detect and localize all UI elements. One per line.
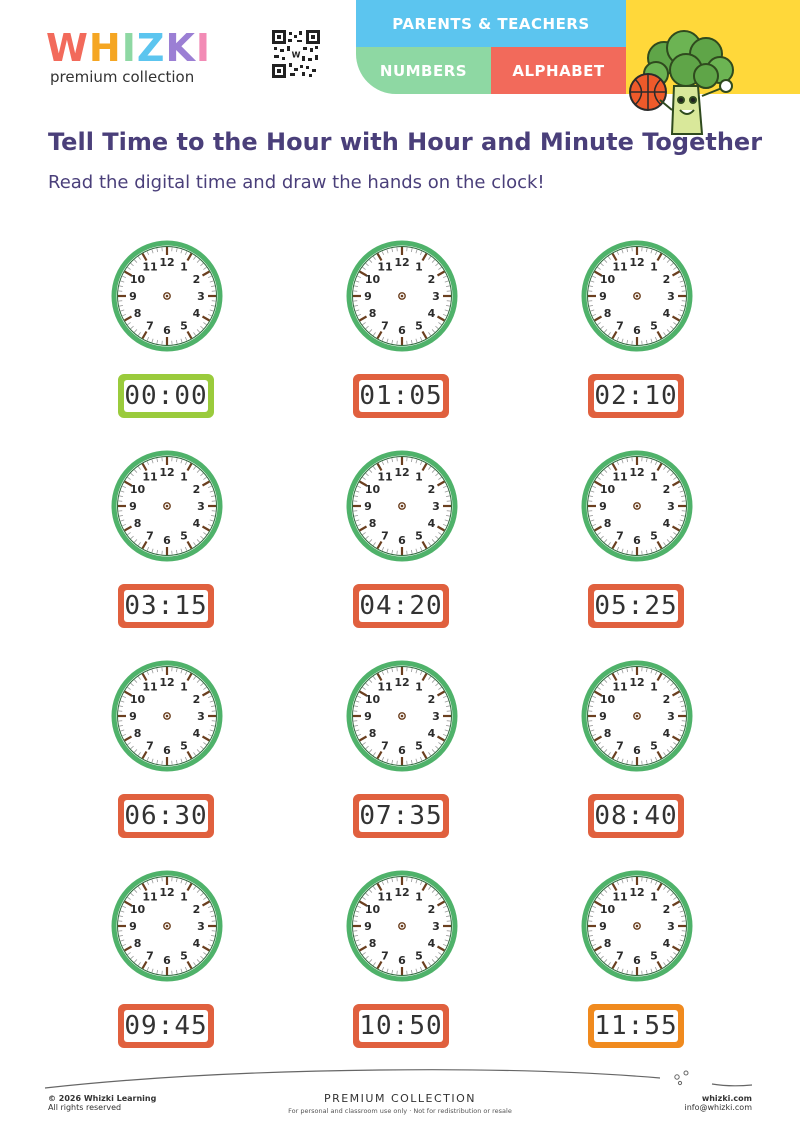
clock-number: 12 — [394, 886, 410, 899]
clock-number: 3 — [432, 290, 440, 303]
clock-number: 10 — [129, 903, 146, 916]
clock-number: 12 — [159, 466, 175, 479]
digital-time-display — [118, 584, 214, 628]
digital-screen — [124, 1010, 208, 1042]
analog-clock-face[interactable] — [344, 238, 460, 354]
clock-number: 7 — [381, 949, 389, 963]
clock-number: 1 — [415, 680, 423, 694]
digital-time-display — [588, 1004, 684, 1048]
clock-number: 10 — [129, 483, 146, 496]
logo-letter: W — [46, 26, 89, 70]
clock-number: 4 — [192, 937, 201, 950]
clock-center-dot — [401, 925, 404, 928]
clock-number: 4 — [427, 937, 436, 950]
clock-number: 9 — [129, 710, 137, 723]
clock-number: 12 — [629, 676, 645, 689]
clock-number: 1 — [415, 260, 423, 274]
clock-number: 12 — [159, 886, 175, 899]
footer-center — [250, 1092, 550, 1115]
analog-clock-face[interactable] — [579, 448, 695, 564]
clock-number: 3 — [667, 710, 675, 723]
digital-screen — [594, 380, 678, 412]
clock-number: 3 — [197, 500, 205, 513]
clock-number: 3 — [667, 290, 675, 303]
clock-number: 7 — [146, 949, 154, 963]
digital-time-display — [588, 794, 684, 838]
clock-number: 5 — [415, 739, 423, 753]
clock-number: 12 — [629, 256, 645, 269]
clock-number: 1 — [180, 890, 188, 904]
clock-number: 4 — [662, 307, 671, 320]
clock-number: 4 — [427, 307, 436, 320]
clock-number: 8 — [603, 727, 612, 740]
clock-number: 2 — [662, 483, 671, 496]
clock-number: 8 — [603, 517, 612, 530]
clock-number: 9 — [364, 290, 372, 303]
clock-number: 11 — [142, 470, 158, 484]
clock-number: 6 — [163, 744, 171, 757]
digital-screen — [124, 380, 208, 412]
clock-number: 11 — [612, 680, 628, 694]
logo-letter: I — [195, 26, 212, 70]
clock-center-dot — [166, 925, 169, 928]
clock-number: 4 — [192, 307, 201, 320]
clock-number: 11 — [377, 680, 393, 694]
analog-clock-face[interactable] — [109, 448, 225, 564]
worksheet-instructions: Read the digital time and draw the hands on the clock! — [48, 172, 545, 193]
clock-number: 10 — [129, 273, 146, 286]
clock-number: 2 — [192, 483, 201, 496]
analog-clock-face[interactable] — [579, 238, 695, 354]
rights-text: All rights reserved — [48, 1103, 122, 1112]
clock-number: 5 — [415, 529, 423, 543]
analog-clock-face[interactable] — [109, 658, 225, 774]
clock-number: 3 — [197, 920, 205, 933]
analog-clock-face[interactable] — [344, 658, 460, 774]
clock-number: 11 — [142, 890, 158, 904]
clock-number: 3 — [667, 920, 675, 933]
clock-center-dot — [166, 715, 169, 718]
logo-subtitle: premium collection — [50, 68, 195, 86]
clock-number: 3 — [197, 290, 205, 303]
clock-number: 3 — [197, 710, 205, 723]
clock-number: 5 — [180, 529, 188, 543]
analog-clock-face[interactable] — [579, 658, 695, 774]
clock-number: 8 — [133, 517, 142, 530]
digital-screen — [359, 380, 443, 412]
copyright-text: © 2026 Whizki Learning — [48, 1094, 157, 1103]
digital-time-display — [353, 374, 449, 418]
clock-number: 5 — [650, 319, 658, 333]
clock-number: 10 — [364, 693, 381, 706]
clock-number: 6 — [398, 954, 406, 967]
digital-screen — [124, 590, 208, 622]
digital-time-text: 02:10 — [594, 381, 678, 411]
clock-center-dot — [636, 925, 639, 928]
clock-number: 11 — [612, 890, 628, 904]
clock-number: 2 — [192, 903, 201, 916]
digital-time-text: 05:25 — [594, 591, 678, 621]
clock-number: 7 — [616, 319, 624, 333]
digital-screen — [359, 1010, 443, 1042]
clock-number: 10 — [364, 483, 381, 496]
digital-time-display — [353, 1004, 449, 1048]
digital-time-display — [118, 1004, 214, 1048]
digital-time-text: 08:40 — [594, 801, 678, 831]
clock-number: 11 — [142, 680, 158, 694]
digital-time-text: 01:05 — [359, 381, 443, 411]
clock-number: 12 — [394, 676, 410, 689]
digital-time-text: 03:15 — [124, 591, 208, 621]
clock-number: 6 — [163, 324, 171, 337]
clock-number: 2 — [662, 693, 671, 706]
clock-number: 6 — [633, 534, 641, 547]
clock-number: 9 — [599, 710, 607, 723]
analog-clock-face[interactable] — [109, 868, 225, 984]
digital-time-text: 10:50 — [359, 1011, 443, 1041]
clock-number: 9 — [599, 290, 607, 303]
clock-number: 3 — [667, 500, 675, 513]
clock-number: 2 — [427, 693, 436, 706]
clock-number: 1 — [650, 260, 658, 274]
clock-center-dot — [166, 295, 169, 298]
clock-number: 2 — [427, 273, 436, 286]
clock-number: 4 — [662, 937, 671, 950]
clock-number: 11 — [612, 470, 628, 484]
clock-number: 9 — [364, 920, 372, 933]
clock-number: 2 — [192, 693, 201, 706]
digital-time-text: 04:20 — [359, 591, 443, 621]
clock-number: 12 — [394, 466, 410, 479]
digital-time-text: 11:55 — [594, 1011, 678, 1041]
clock-number: 3 — [432, 710, 440, 723]
footer-copyright — [48, 1094, 156, 1112]
clock-number: 11 — [377, 470, 393, 484]
logo-letter: H — [88, 26, 122, 70]
clock-number: 5 — [650, 529, 658, 543]
digital-screen — [359, 800, 443, 832]
digital-time-text: 07:35 — [359, 801, 443, 831]
usage-notice: For personal and classroom use only · Not for redistribution or resale — [288, 1107, 512, 1115]
clock-number: 6 — [633, 324, 641, 337]
email-link[interactable]: info@whizki.com — [684, 1103, 752, 1112]
clock-number: 6 — [398, 534, 406, 547]
clock-number: 5 — [180, 319, 188, 333]
clock-number: 7 — [616, 529, 624, 543]
svg-text:W: W — [291, 50, 301, 60]
clock-number: 11 — [377, 260, 393, 274]
clock-number: 2 — [192, 273, 201, 286]
analog-clock-face[interactable] — [344, 868, 460, 984]
clock-number: 1 — [650, 470, 658, 484]
clock-number: 9 — [129, 920, 137, 933]
clock-number: 5 — [650, 739, 658, 753]
clock-number: 9 — [364, 710, 372, 723]
clock-number: 9 — [364, 500, 372, 513]
footer-divider — [40, 1060, 760, 1090]
analog-clock-face[interactable] — [109, 238, 225, 354]
clock-number: 9 — [599, 500, 607, 513]
logo-letter: K — [165, 26, 196, 70]
clock-number: 9 — [129, 290, 137, 303]
logo-letter: Z — [136, 26, 166, 70]
clock-number: 9 — [129, 500, 137, 513]
digital-time-display — [353, 584, 449, 628]
digital-screen — [594, 590, 678, 622]
digital-time-text: 09:45 — [124, 1011, 208, 1041]
clock-number: 6 — [398, 324, 406, 337]
clock-number: 2 — [662, 273, 671, 286]
clock-number: 6 — [633, 954, 641, 967]
clock-number: 12 — [629, 466, 645, 479]
analog-clock-face[interactable] — [579, 868, 695, 984]
clock-center-dot — [636, 715, 639, 718]
nav-alphabet[interactable]: ALPHABET — [491, 47, 626, 94]
whizki-logo[interactable] — [46, 28, 226, 86]
clock-number: 7 — [146, 319, 154, 333]
clock-number: 1 — [180, 470, 188, 484]
clock-number: 7 — [381, 319, 389, 333]
site-link[interactable]: whizki.com — [701, 1094, 752, 1103]
logo-letter: I — [121, 26, 137, 70]
clock-center-dot — [636, 505, 639, 508]
clock-number: 12 — [159, 256, 175, 269]
clock-number: 10 — [364, 273, 381, 286]
digital-screen — [124, 800, 208, 832]
digital-time-text: 00:00 — [124, 381, 208, 411]
clock-number: 11 — [142, 260, 158, 274]
clock-number: 5 — [415, 319, 423, 333]
digital-screen — [359, 590, 443, 622]
clock-number: 4 — [427, 727, 436, 740]
clock-number: 1 — [415, 470, 423, 484]
clock-number: 10 — [599, 903, 616, 916]
clock-number: 11 — [612, 260, 628, 274]
clock-number: 8 — [368, 727, 377, 740]
clock-center-dot — [401, 715, 404, 718]
clock-number: 12 — [159, 676, 175, 689]
clock-number: 8 — [133, 727, 142, 740]
digital-time-display — [353, 794, 449, 838]
clock-number: 8 — [603, 937, 612, 950]
clock-number: 11 — [377, 890, 393, 904]
clock-number: 1 — [415, 890, 423, 904]
clock-number: 1 — [180, 260, 188, 274]
clock-number: 9 — [599, 920, 607, 933]
footer-contact — [684, 1094, 752, 1112]
clock-number: 10 — [599, 483, 616, 496]
clock-number: 1 — [650, 890, 658, 904]
clock-number: 2 — [427, 903, 436, 916]
clock-number: 7 — [616, 949, 624, 963]
digital-time-display — [118, 374, 214, 418]
clock-number: 8 — [368, 517, 377, 530]
nav-parents-teachers[interactable]: PARENTS & TEACHERS — [356, 0, 626, 47]
qr-code-icon — [272, 30, 320, 78]
clock-number: 7 — [146, 739, 154, 753]
clock-number: 5 — [650, 949, 658, 963]
clock-number: 10 — [129, 693, 146, 706]
premium-collection-label: PREMIUM COLLECTION — [323, 1092, 477, 1105]
clock-number: 3 — [432, 500, 440, 513]
worksheet-title: Tell Time to the Hour with Hour and Minute Together — [48, 128, 763, 156]
clock-number: 4 — [192, 727, 201, 740]
clock-number: 6 — [163, 534, 171, 547]
clock-number: 5 — [180, 739, 188, 753]
digital-time-display — [588, 584, 684, 628]
clock-number: 7 — [146, 529, 154, 543]
clock-number: 6 — [398, 744, 406, 757]
clock-number: 12 — [394, 256, 410, 269]
clock-number: 10 — [599, 273, 616, 286]
digital-time-display — [118, 794, 214, 838]
broccoli-mascot-icon — [626, 30, 746, 142]
clock-number: 8 — [133, 307, 142, 320]
logo-wordmark — [46, 28, 226, 68]
clock-number: 10 — [599, 693, 616, 706]
clock-center-dot — [401, 505, 404, 508]
digital-screen — [594, 800, 678, 832]
clock-number: 10 — [364, 903, 381, 916]
clock-number: 6 — [633, 744, 641, 757]
digital-time-text: 06:30 — [124, 801, 208, 831]
clock-number: 1 — [180, 680, 188, 694]
clock-number: 2 — [427, 483, 436, 496]
clock-number: 4 — [662, 517, 671, 530]
clock-number: 8 — [368, 937, 377, 950]
clock-number: 7 — [381, 739, 389, 753]
clock-number: 8 — [133, 937, 142, 950]
clock-number: 5 — [180, 949, 188, 963]
clock-number: 12 — [629, 886, 645, 899]
clock-number: 8 — [368, 307, 377, 320]
clock-center-dot — [401, 295, 404, 298]
clock-number: 4 — [192, 517, 201, 530]
clock-number: 1 — [650, 680, 658, 694]
clock-number: 7 — [381, 529, 389, 543]
clock-number: 4 — [427, 517, 436, 530]
clock-center-dot — [166, 505, 169, 508]
digital-screen — [594, 1010, 678, 1042]
clock-number: 5 — [415, 949, 423, 963]
clock-center-dot — [636, 295, 639, 298]
clock-number: 2 — [662, 903, 671, 916]
clock-number: 3 — [432, 920, 440, 933]
clock-number: 7 — [616, 739, 624, 753]
clock-number: 8 — [603, 307, 612, 320]
clock-number: 6 — [163, 954, 171, 967]
digital-time-display — [588, 374, 684, 418]
nav-numbers[interactable]: NUMBERS — [356, 47, 491, 94]
analog-clock-face[interactable] — [344, 448, 460, 564]
clock-number: 4 — [662, 727, 671, 740]
